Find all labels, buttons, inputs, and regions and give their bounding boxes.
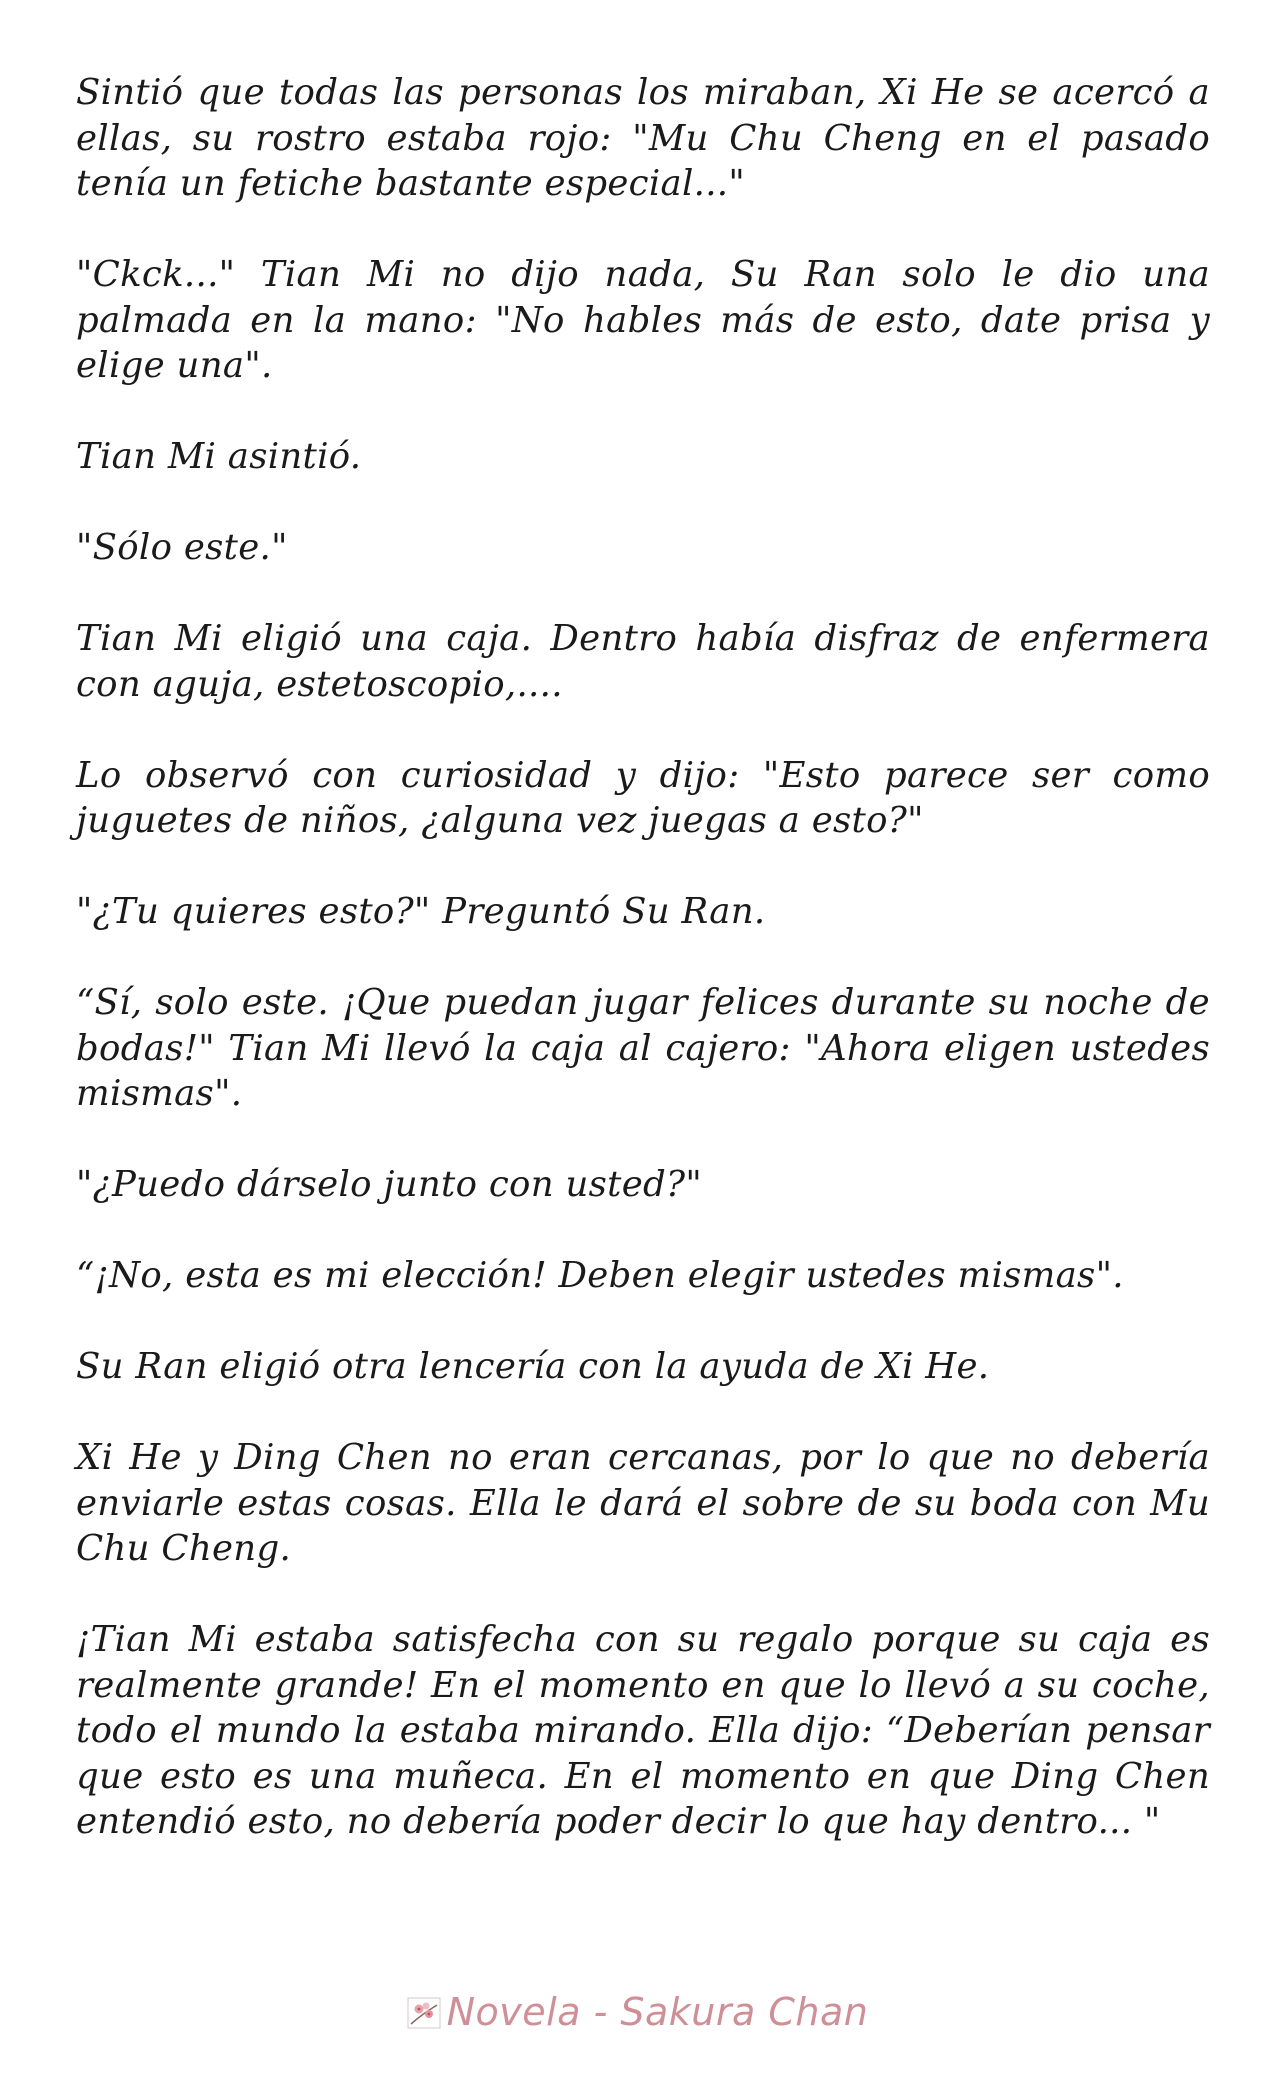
paragraph: Tian Mi eligió una caja. Dentro había disfraz de enfermera con aguja, estetoscopio,.... (76, 618, 1210, 705)
paragraph: "¿Puedo dárselo junto con usted?" (76, 1164, 703, 1205)
paragraph: "Sólo este." (76, 527, 288, 568)
watermark-text: Novela - Sakura Chan (446, 1990, 869, 2034)
cherry-blossom-icon (407, 1994, 441, 2026)
document-body (76, 70, 1210, 1890)
paragraph: "¿Tu quieres esto?" Preguntó Su Ran. (76, 891, 766, 932)
paragraph: Su Ran eligió otra lencería con la ayuda de Xi He. (76, 1346, 990, 1387)
paragraph: Sintió que todas las personas los miraban, Xi He se acercó a ellas, su rostro estaba rojo: "Mu Chu Cheng en el pasado tenía un fetiche bastante especial..." (76, 72, 1210, 204)
paragraph: Lo observó con curiosidad y dijo: "Esto parece ser como juguetes de niños, ¿alguna vez juegas a esto?" (76, 754, 1210, 841)
paragraph: “¡No, esta es mi elección! Deben elegir ustedes mismas". (76, 1255, 1124, 1296)
paragraph: Tian Mi asintió. (76, 436, 362, 477)
paragraph: “Sí, solo este. ¡Que puedan jugar felices durante su noche de bodas!" Tian Mi llevó la caja al cajero: "Ahora eligen ustedes mismas". (76, 982, 1210, 1114)
paragraph: ¡Tian Mi estaba satisfecha con su regalo porque su caja es realmente grande! En el momento en que lo llevó a su coche, todo el mundo la estaba mirando. Ella dijo: “Deberían pensar que esto es una muñeca. En el momento en que Ding Chen entendió esto, no debería poder decir lo que hay dentro... " (76, 1619, 1210, 1842)
watermark-footer (0, 1990, 1275, 2034)
paragraph: "Ckck..." Tian Mi no dijo nada, Su Ran solo le dio una palmada en la mano: "No hables más de esto, date prisa y elige una". (76, 254, 1210, 386)
paragraph: Xi He y Ding Chen no eran cercanas, por lo que no debería enviarle estas cosas. Ella le dará el sobre de su boda con Mu Chu Cheng. (76, 1437, 1210, 1569)
